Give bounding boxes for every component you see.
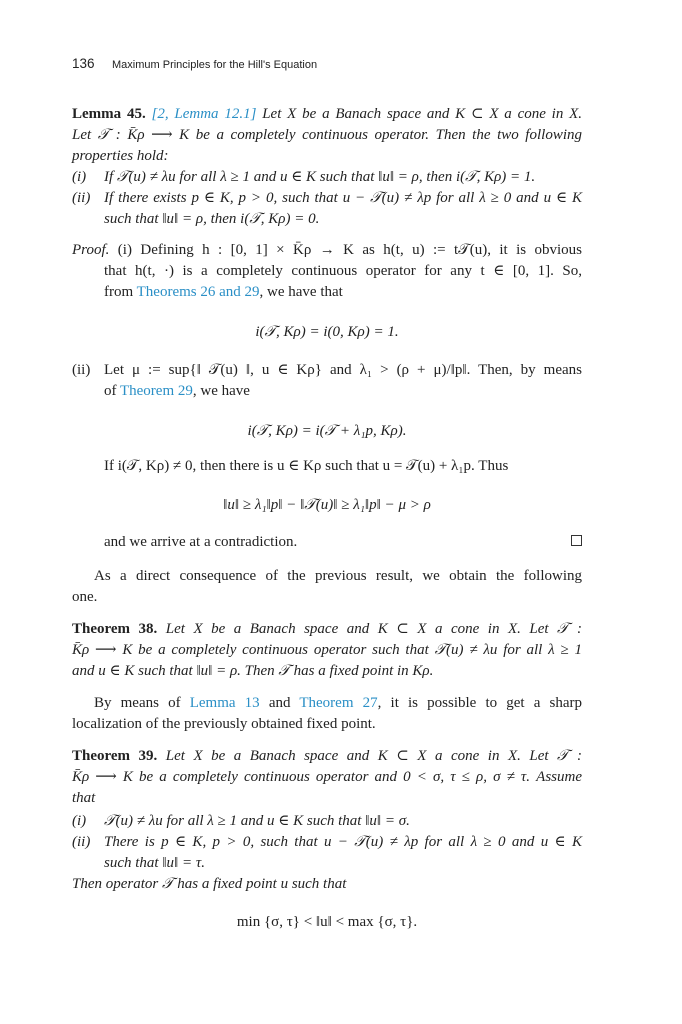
theorem38-line1 xyxy=(72,619,582,640)
lemma45-line2: Let 𝒯 : K̄ρ ⟶ K be a completely continuous operator. Then the two following xyxy=(72,127,582,143)
equation-3: ‖u‖ ≥ λ₁‖p‖ − ‖𝒯(u)‖ ≥ λ₁‖p‖ − μ > ρ xyxy=(223,497,431,513)
proof-i-line1 xyxy=(72,240,582,261)
lemma45-item-ii xyxy=(72,188,582,209)
localization-line1 xyxy=(72,693,582,714)
theorem-27-link[interactable]: Theorem 27 xyxy=(299,695,378,711)
proof-ii-line3: If i(𝒯, Kρ) ≠ 0, then there is u ∈ Kρ such that u = 𝒯(u) + λ₁p. Thus xyxy=(104,458,509,474)
text: and xyxy=(259,695,300,711)
theorem-text: Let X be a Banach space and K ⊂ X a cone in X. Let 𝒯 : xyxy=(165,621,583,637)
theorem-29-link[interactable]: Theorem 29 xyxy=(119,383,193,399)
theorem39-item-i xyxy=(72,811,582,832)
theorem38-line3: and u ∈ K such that ‖u‖ = ρ. Then 𝒯 has a fixed point in Kρ. xyxy=(72,663,434,679)
theorem39-line1 xyxy=(72,746,582,767)
theorem39-item-ii xyxy=(72,832,582,853)
proof-i-line3 xyxy=(72,282,582,303)
theorem39-line3: that xyxy=(72,790,96,806)
lemma45-item-i xyxy=(72,167,582,188)
running-title: Maximum Principles for the Hill's Equation xyxy=(112,59,318,71)
item-number: (ii) xyxy=(72,362,91,378)
item-number: (ii) xyxy=(72,190,91,206)
consequence-line2: one. xyxy=(72,589,98,605)
proof-ii-line1 xyxy=(72,360,582,381)
theorem39-label: Theorem 39. xyxy=(72,748,158,764)
theorem39-conclusion: Then operator 𝒯 has a fixed point u such that xyxy=(72,876,347,892)
theorems-26-29-link[interactable]: Theorems 26 and 29 xyxy=(136,284,260,300)
lemma45-line3: properties hold: xyxy=(72,148,169,164)
proof-ii-line2 xyxy=(72,381,582,402)
proof-label: Proof. xyxy=(72,242,110,258)
item-text: There is p ∈ K, p > 0, such that u − 𝒯(u) ≠ λp for all λ ≥ 0 and u ∈ K xyxy=(104,834,582,850)
theorem38-line2: K̄ρ ⟶ K be a completely continuous operator such that 𝒯(u) ≠ λu for all λ ≥ 1 xyxy=(72,642,582,658)
item-text: If there exists p ∈ K, p > 0, such that u − 𝒯(u) ≠ λp for all λ ≥ 0 and u ∈ K xyxy=(104,190,582,206)
item-number: (ii) xyxy=(72,834,91,850)
theorem39-line2: K̄ρ ⟶ K be a completely continuous operator and 0 < σ, τ ≤ ρ, σ ≠ τ. Assume xyxy=(72,769,582,785)
item-text: 𝒯(u) ≠ λu for all λ ≥ 1 and u ∈ K such that ‖u‖ = σ. xyxy=(104,813,410,829)
localization-line2: localization of the previously obtained fixed point. xyxy=(72,716,376,732)
item-text: If 𝒯(u) ≠ λu for all λ ≥ 1 and u ∈ K such that ‖u‖ = ρ, then i(𝒯, Kρ) = 1. xyxy=(104,169,536,185)
lemma45-line1 xyxy=(72,104,582,125)
text: , it is possible to get a sharp xyxy=(377,695,582,711)
proof-text: Defining h : [0, 1] × K̄ρ → K as h(t, u) := t𝒯(u), it is obvious xyxy=(140,242,583,258)
consequence-line1: As a direct consequence of the previous result, we obtain the following xyxy=(94,568,582,584)
proof-i-line2: that h(t, ·) is a completely continuous operator for any t ∈ [0, 1]. So, xyxy=(104,263,582,279)
running-header xyxy=(72,56,317,71)
theorem-text: Let X be a Banach space and K ⊂ X a cone in X. Let 𝒯 : xyxy=(165,748,583,764)
text: of xyxy=(104,383,120,399)
lemma45-item-ii-cont: such that ‖u‖ = ρ, then i(𝒯, Kρ) = 0. xyxy=(104,211,320,227)
item-number: (i) xyxy=(117,242,132,258)
theorem39-equation: min {σ, τ} < ‖u‖ < max {σ, τ}. xyxy=(236,914,418,930)
lemma45-text: Let X be a Banach space and K ⊂ X a cone in X. xyxy=(262,106,583,122)
item-number: (i) xyxy=(72,813,87,829)
page-number: 136 xyxy=(72,56,95,71)
theorem38-label: Theorem 38. xyxy=(72,621,158,637)
lemma45-citation-link[interactable]: [2, Lemma 12.1] xyxy=(151,106,257,122)
theorem39-item-ii-cont: such that ‖u‖ = τ. xyxy=(104,855,205,871)
item-number: (i) xyxy=(72,169,87,185)
proof-ii-line4 xyxy=(72,532,582,553)
equation-2: i(𝒯, Kρ) = i(𝒯 + λ₁p, Kρ). xyxy=(247,423,407,439)
text: , we have xyxy=(192,383,250,399)
lemma-13-link[interactable]: Lemma 13 xyxy=(189,695,260,711)
equation-1: i(𝒯, Kρ) = i(0, Kρ) = 1. xyxy=(255,324,399,340)
proof-text: Let μ := sup{‖ 𝒯(u) ‖, u ∈ Kρ} and λ₁ > (ρ + μ)/‖p‖. Then, by means xyxy=(104,362,582,378)
text: , we have that xyxy=(259,284,343,300)
text: from xyxy=(104,284,137,300)
proof-text: and we arrive at a contradiction. xyxy=(104,534,298,550)
text: By means of xyxy=(94,695,190,711)
lemma45-label: Lemma 45. xyxy=(72,106,146,122)
qed-box-icon xyxy=(571,535,582,546)
